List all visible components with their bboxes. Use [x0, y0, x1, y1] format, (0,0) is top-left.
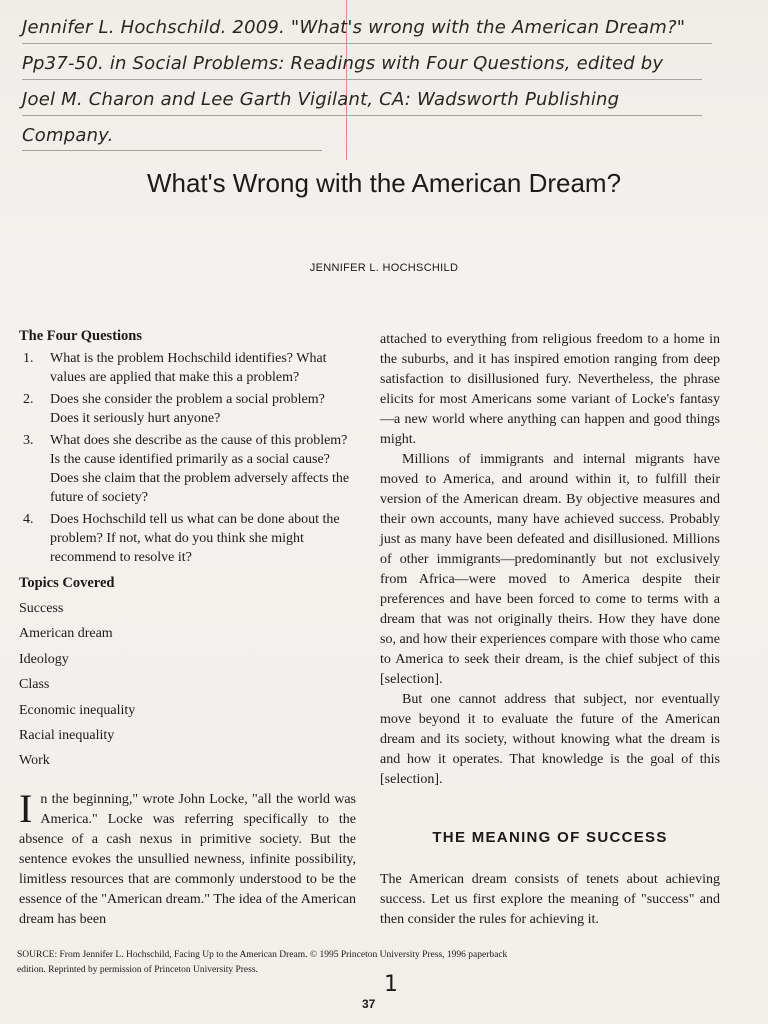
left-column: [19, 328, 356, 930]
four-questions-heading: The Four Questions: [19, 328, 143, 344]
handwritten-citation: [22, 10, 722, 154]
intro-paragraph: In the beginning," wrote John Locke, "all the world was America." Locke was referring specifically to the absence of a cash nexus in primitive society. But the sentence evokes the unsullied newness, infinite possibility, limitless resources that are commonly understood to be the essence of the "American dream." The idea of the American dream has been: [19, 785, 356, 927]
topics-heading: Topics Covered: [19, 575, 115, 591]
section-heading: THE MEANING OF SUCCESS: [432, 829, 668, 846]
topic-item: Economic inequality: [19, 702, 136, 718]
body-paragraph: But one cannot address that subject, nor eventually move beyond it to evaluate the future of the American dream and its society, without knowing what the dream is and how it operates. That knowledge is the goal of this [selection].: [380, 692, 720, 787]
page-number: 37: [362, 997, 376, 1011]
question-item: 1. What is the problem Hochschild identifies? What values are applied that make this a problem?: [23, 351, 327, 385]
citation-rule: [22, 115, 702, 116]
citation-rule: [22, 79, 702, 80]
body-paragraph: Millions of immigrants and internal migrants have moved to America, and around within it, to fulfill their version of the American dream. By objective measures and their own accounts, many have achieved success. Probably just as many have been defeated and disillusioned. Millions of other immigrants—predominantly but not exclusively from Africa—were moved to America despite their preferences and have been forced to come to terms with a dream that was not originally theirs. How they have done so, and how their experiences compare with those who came to America to seek their dream, is the chief subject of this [selection].: [380, 452, 720, 687]
citation-line-2: Pp37-50. in Social Problems: Readings with Four Questions, edited by: [22, 53, 664, 74]
body-paragraph: attached to everything from religious freedom to a home in the suburbs, and it has inspired emotion ranging from deep satisfaction to disillusioned fury. Nevertheless, the phrase elicits for most Americans some variant of Locke's fantasy—a new world where anything can happen and good things might.: [380, 332, 720, 447]
article-title: What's Wrong with the American Dream?: [146, 168, 622, 198]
question-item: 3. What does she describe as the cause of this problem? Is the cause identified primarily as a social cause? Does she claim that the problem adversely affects the future of society?: [23, 433, 350, 505]
question-item: 2. Does she consider the problem a social problem? Does it seriously hurt anyone?: [23, 392, 325, 426]
topic-item: American dream: [19, 626, 113, 642]
citation-rule: [22, 150, 322, 151]
topic-item: Ideology: [19, 651, 69, 667]
citation-line-1: Jennifer L. Hochschild. 2009. "What's wrong with the American Dream?": [22, 17, 686, 38]
topic-item: Class: [19, 677, 50, 693]
body-paragraph: The American dream consists of tenets about achieving success. Let us first explore the meaning of "success" and then consider the rules for achieving it.: [380, 872, 720, 927]
question-item: 4. Does Hochschild tell us what can be done about the problem? If not, what do you think she might recommend to resolve it?: [23, 512, 340, 565]
citation-line-3: Joel M. Charon and Lee Garth Vigilant, CA: Wadsworth Publishing: [22, 89, 620, 110]
topic-item: Work: [19, 753, 50, 769]
topic-item: Success: [19, 601, 64, 616]
four-questions-list: [19, 349, 356, 567]
article-author: JENNIFER L. HOCHSCHILD: [309, 262, 459, 274]
drop-cap: I: [19, 785, 33, 831]
right-column: [380, 330, 720, 930]
handwritten-number: 1: [384, 972, 398, 997]
citation-rule: [22, 43, 712, 44]
topics-list: [19, 596, 356, 774]
source-note: SOURCE: From Jennifer L. Hochschild, Facing Up to the American Dream. © 1995 Princeton University Press, 1996 paperback edition. Reprinted by permission of Princeton University Press.: [17, 950, 508, 975]
topic-item: Racial inequality: [19, 728, 115, 744]
citation-line-4: Company.: [22, 125, 114, 146]
